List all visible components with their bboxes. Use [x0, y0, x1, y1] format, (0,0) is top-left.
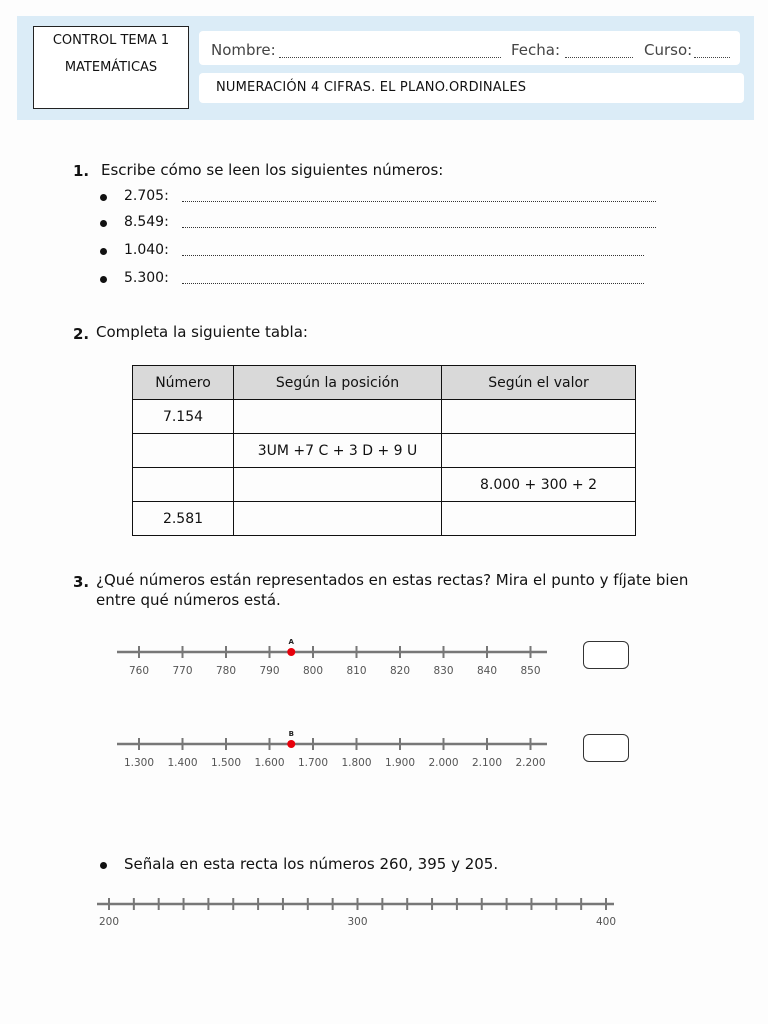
marked-point	[287, 740, 295, 748]
title-line-2: MATEMÁTICAS	[64, 60, 158, 75]
q1-answer-line[interactable]	[182, 255, 644, 256]
tick-label: 800	[302, 665, 324, 677]
answer-box-b[interactable]	[583, 734, 629, 762]
bullet-icon	[100, 194, 107, 201]
q3-text-line2: entre qué números está.	[96, 591, 281, 609]
table-cell[interactable]	[234, 468, 442, 502]
bullet-icon	[100, 276, 107, 283]
q3-bullet-text: Señala en esta recta los números 260, 395 y 205.	[124, 855, 499, 873]
date-label: Fecha:	[511, 41, 561, 59]
tick-label: 1.600	[254, 757, 285, 769]
tick-label: 2.100	[471, 757, 503, 769]
q3-number: 3.	[73, 573, 90, 591]
bullet-icon	[100, 862, 107, 869]
table-row	[133, 468, 636, 502]
q2-text: Completa la siguiente tabla:	[96, 323, 308, 341]
q3-bullet	[100, 855, 660, 875]
tick-label: 200	[98, 916, 120, 928]
table-cell[interactable]: 2.581	[133, 502, 234, 536]
title-line-1: CONTROL TEMA 1	[52, 33, 170, 48]
q2-number: 2.	[73, 325, 90, 343]
q1-answer-line[interactable]	[182, 283, 644, 284]
table-row	[133, 434, 636, 468]
table-cell[interactable]	[442, 502, 636, 536]
tick-label: 400	[595, 916, 617, 928]
table-cell[interactable]: 8.000 + 300 + 2	[442, 468, 636, 502]
tick-label: 820	[389, 665, 411, 677]
q1-item-number: 1.040:	[124, 242, 169, 258]
name-field[interactable]	[279, 57, 501, 58]
q1-item	[100, 270, 660, 290]
tick-label: 810	[346, 665, 367, 677]
tick-label: 790	[259, 665, 280, 677]
tick-label: 830	[433, 665, 454, 677]
q1-answer-line[interactable]	[182, 227, 656, 228]
table-cell[interactable]: 7.154	[133, 400, 234, 434]
subject-row	[199, 73, 744, 103]
bullet-icon	[100, 220, 107, 227]
table-row	[133, 400, 636, 434]
q3-text-line1: ¿Qué números están representados en estas rectas? Mira el punto y fíjate bien	[96, 571, 689, 589]
title-box	[33, 26, 189, 109]
tick-label: 1.800	[341, 757, 372, 769]
point-label: A	[288, 638, 294, 646]
table-cell[interactable]	[133, 434, 234, 468]
tick-label: 760	[128, 665, 150, 677]
table-row	[133, 502, 636, 536]
marked-point	[287, 648, 295, 656]
tick-label: 780	[215, 665, 237, 677]
date-field[interactable]	[565, 57, 633, 58]
number-line-a	[0, 630, 768, 690]
q1-text: Escribe cómo se leen los siguientes números:	[101, 161, 444, 179]
tick-label: 770	[172, 665, 193, 677]
tick-label: 1.700	[297, 757, 329, 769]
table-cell[interactable]	[234, 502, 442, 536]
tick-label: 1.300	[123, 757, 155, 769]
table-cell[interactable]	[442, 400, 636, 434]
tick-label: 2.000	[428, 757, 459, 769]
table-header-row	[133, 366, 636, 400]
tick-label: 850	[520, 665, 541, 677]
number-line-c[interactable]	[0, 890, 768, 940]
course-label: Curso:	[644, 41, 693, 59]
tick-label: 840	[476, 665, 498, 677]
q1-item	[100, 214, 660, 234]
student-info-row	[199, 31, 740, 65]
table-cell[interactable]	[133, 468, 234, 502]
header-valor: Según el valor	[442, 366, 636, 400]
table-cell[interactable]	[234, 400, 442, 434]
q1-item-number: 2.705:	[124, 188, 169, 204]
q1-item-number: 8.549:	[124, 214, 169, 230]
answer-box-a[interactable]	[583, 641, 629, 669]
tick-label: 1.900	[384, 757, 416, 769]
tick-label: 2.200	[515, 757, 546, 769]
number-line-b	[0, 722, 768, 782]
table-cell[interactable]: 3UM +7 C + 3 D + 9 U	[234, 434, 442, 468]
q1-item-number: 5.300:	[124, 270, 169, 286]
tick-label: 1.500	[210, 757, 242, 769]
course-field[interactable]	[694, 57, 730, 58]
bullet-icon	[100, 248, 107, 255]
q1-item	[100, 242, 660, 262]
subject-title: NUMERACIÓN 4 CIFRAS. EL PLANO.ORDINALES	[216, 80, 527, 95]
q1-number: 1.	[73, 162, 90, 180]
tick-label: 1.400	[167, 757, 198, 769]
tick-label: 300	[347, 916, 368, 928]
point-label: B	[288, 730, 294, 738]
table-cell[interactable]	[442, 434, 636, 468]
name-label: Nombre:	[211, 41, 276, 59]
q1-answer-line[interactable]	[182, 201, 656, 202]
header-numero: Número	[133, 366, 234, 400]
values-table	[132, 365, 636, 536]
header-posicion: Según la posición	[234, 366, 442, 400]
q1-item	[100, 188, 660, 208]
